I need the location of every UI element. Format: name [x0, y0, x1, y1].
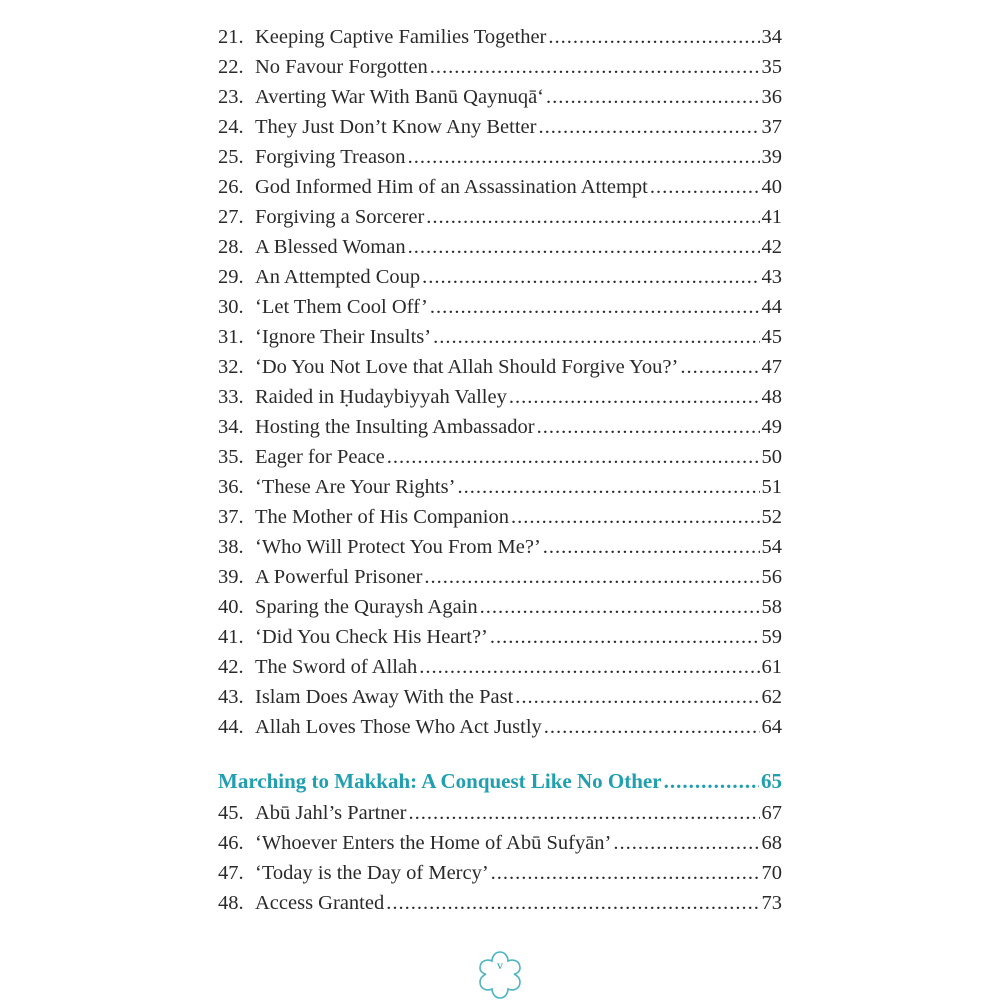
toc-entry-page: 62 [761, 686, 782, 708]
toc-entry-title: They Just Don’t Know Any Better [255, 116, 537, 138]
dot-leader [491, 858, 760, 888]
toc-entry[interactable] [218, 592, 782, 622]
toc-entry-number: 41. [218, 626, 244, 648]
toc-entry-page: 73 [761, 892, 782, 914]
toc-entry-page: 51 [761, 476, 782, 498]
toc-entry-title: Access Granted [255, 892, 385, 914]
toc-entry-number: 44. [218, 716, 244, 738]
toc-entry-title: Raided in Ḥudaybiyyah Valley [255, 386, 507, 408]
dot-leader [386, 888, 759, 918]
toc-entry-number: 45. [218, 802, 244, 824]
toc-entry-title: Allah Loves Those Who Act Justly [255, 716, 542, 738]
toc-list-part-2 [218, 798, 782, 918]
toc-entry-number: 32. [218, 356, 244, 378]
toc-entry-page: 37 [761, 116, 782, 138]
toc-entry-page: 64 [761, 716, 782, 738]
toc-entry-number: 29. [218, 266, 244, 288]
toc-entry-number: 26. [218, 176, 244, 198]
toc-entry[interactable] [218, 172, 782, 202]
dot-leader [426, 202, 759, 232]
toc-entry-page: 41 [761, 206, 782, 228]
dot-leader [387, 442, 760, 472]
section-heading-title: Marching to Makkah: A Conquest Like No Other [218, 769, 662, 793]
toc-entry-page: 52 [761, 506, 782, 528]
toc-entry-title: ‘Who Will Protect You From Me?’ [255, 536, 541, 558]
toc-entry-title: ‘These Are Your Rights’ [255, 476, 456, 498]
toc-entry-number: 47. [218, 862, 244, 884]
toc-entry-title: Averting War With Banū Qaynuqā‘ [255, 86, 545, 108]
dot-leader [419, 652, 759, 682]
dot-leader [664, 764, 759, 798]
dot-leader [422, 262, 759, 292]
toc-entry-number: 24. [218, 116, 244, 138]
toc-entry-title: ‘Did You Check His Heart?’ [255, 626, 488, 648]
toc-entry-number: 48. [218, 892, 244, 914]
toc-entry[interactable] [218, 532, 782, 562]
toc-entry-number: 34. [218, 416, 244, 438]
toc-entry-page: 42 [761, 236, 782, 258]
dot-leader [509, 382, 760, 412]
toc-entry[interactable] [218, 262, 782, 292]
toc-entry-page: 34 [761, 26, 782, 48]
toc-entry-title: A Blessed Woman [255, 236, 406, 258]
toc-entry[interactable] [218, 292, 782, 322]
toc-entry-page: 59 [761, 626, 782, 648]
toc-entry-title: Forgiving a Sorcerer [255, 206, 425, 228]
toc-entry-page: 36 [761, 86, 782, 108]
toc-entry[interactable] [218, 798, 782, 828]
toc-entry[interactable] [218, 622, 782, 652]
toc-entry-title: Islam Does Away With the Past [255, 686, 514, 708]
toc-entry[interactable] [218, 652, 782, 682]
section-heading-page: 65 [761, 769, 782, 793]
dot-leader [538, 112, 759, 142]
toc-entry-number: 33. [218, 386, 244, 408]
dot-leader [548, 22, 759, 52]
toc-entry-number: 37. [218, 506, 244, 528]
toc-entry-title: Keeping Captive Families Together [255, 26, 547, 48]
dot-leader [430, 292, 760, 322]
toc-entry[interactable] [218, 112, 782, 142]
toc-entry-title: Forgiving Treason [255, 146, 406, 168]
toc-entry[interactable] [218, 232, 782, 262]
dot-leader [511, 502, 760, 532]
toc-entry-number: 25. [218, 146, 244, 168]
toc-entry-number: 46. [218, 832, 244, 854]
toc-entry-page: 67 [761, 802, 782, 824]
toc-entry-page: 45 [761, 326, 782, 348]
toc-entry[interactable] [218, 412, 782, 442]
toc-entry[interactable] [218, 502, 782, 532]
toc-entry-page: 39 [761, 146, 782, 168]
toc-entry-number: 39. [218, 566, 244, 588]
toc-entry-title: The Mother of His Companion [255, 506, 509, 528]
toc-entry[interactable] [218, 712, 782, 742]
dot-leader [613, 828, 759, 858]
toc-entry[interactable] [218, 888, 782, 918]
dot-leader [408, 142, 760, 172]
toc-entry-title: ‘Ignore Their Insults’ [255, 326, 432, 348]
toc-entry[interactable] [218, 858, 782, 888]
toc-entry-title: Sparing the Quraysh Again [255, 596, 478, 618]
toc-entry-title: ‘Whoever Enters the Home of Abū Sufyān’ [255, 832, 612, 854]
toc-entry-page: 35 [761, 56, 782, 78]
toc-entry[interactable] [218, 382, 782, 412]
toc-entry-number: 40. [218, 596, 244, 618]
toc-entry-number: 36. [218, 476, 244, 498]
dot-leader [408, 798, 759, 828]
toc-entry-page: 56 [761, 566, 782, 588]
toc-entry-number: 42. [218, 656, 244, 678]
toc-entry-page: 58 [761, 596, 782, 618]
toc-entry-page: 43 [761, 266, 782, 288]
toc-entry-number: 30. [218, 296, 244, 318]
dot-leader [490, 622, 760, 652]
toc-entry-number: 35. [218, 446, 244, 468]
toc-list-part-1 [218, 22, 782, 742]
toc-entry[interactable] [218, 828, 782, 858]
toc-entry-page: 54 [761, 536, 782, 558]
section-spacer [218, 742, 782, 764]
toc-entry[interactable] [218, 682, 782, 712]
toc-entry[interactable] [218, 442, 782, 472]
toc-entry-number: 22. [218, 56, 244, 78]
toc-entry-title: A Powerful Prisoner [255, 566, 423, 588]
toc-entry-number: 31. [218, 326, 244, 348]
dot-leader [433, 322, 759, 352]
dot-leader [544, 712, 760, 742]
dot-leader [537, 412, 760, 442]
toc-entry[interactable] [218, 472, 782, 502]
dot-leader [650, 172, 760, 202]
toc-entry-number: 27. [218, 206, 244, 228]
table-of-contents [218, 22, 782, 918]
toc-entry-number: 28. [218, 236, 244, 258]
dot-leader [680, 352, 759, 382]
toc-entry-page: 70 [761, 862, 782, 884]
toc-entry[interactable] [218, 352, 782, 382]
toc-entry-title: Eager for Peace [255, 446, 385, 468]
dot-leader [457, 472, 759, 502]
toc-entry-page: 68 [761, 832, 782, 854]
toc-entry-page: 47 [761, 356, 782, 378]
dot-leader [546, 82, 759, 112]
toc-entry[interactable] [218, 22, 782, 52]
section-heading[interactable] [218, 764, 782, 798]
toc-entry-title: An Attempted Coup [255, 266, 421, 288]
toc-entry-title: Hosting the Insulting Ambassador [255, 416, 535, 438]
toc-entry-page: 40 [761, 176, 782, 198]
toc-entry-title: ‘Today is the Day of Mercy’ [255, 862, 489, 884]
toc-entry-number: 23. [218, 86, 244, 108]
toc-entry[interactable] [218, 52, 782, 82]
dot-leader [515, 682, 759, 712]
toc-entry-page: 50 [761, 446, 782, 468]
toc-entry-number: 21. [218, 26, 244, 48]
toc-entry-title: Abū Jahl’s Partner [255, 802, 407, 824]
dot-leader [480, 592, 760, 622]
toc-entry[interactable] [218, 202, 782, 232]
dot-leader [430, 52, 760, 82]
toc-entry-title: ‘Do You Not Love that Allah Should Forgive You?’ [255, 356, 679, 378]
toc-entry[interactable] [218, 322, 782, 352]
toc-entry-page: 44 [761, 296, 782, 318]
toc-entry[interactable] [218, 562, 782, 592]
toc-entry-page: 49 [761, 416, 782, 438]
toc-entry[interactable] [218, 82, 782, 112]
toc-entry-title: ‘Let Them Cool Off’ [255, 296, 428, 318]
dot-leader [424, 562, 759, 592]
toc-entry-page: 61 [761, 656, 782, 678]
dot-leader [543, 532, 760, 562]
toc-entry-page: 48 [761, 386, 782, 408]
toc-entry-title: No Favour Forgotten [255, 56, 428, 78]
toc-entry-number: 43. [218, 686, 244, 708]
toc-entry-number: 38. [218, 536, 244, 558]
toc-entry-title: God Informed Him of an Assassination Attempt [255, 176, 648, 198]
toc-entry-title: The Sword of Allah [255, 656, 418, 678]
page-number: v [497, 958, 503, 972]
dot-leader [408, 232, 760, 262]
toc-entry[interactable] [218, 142, 782, 172]
